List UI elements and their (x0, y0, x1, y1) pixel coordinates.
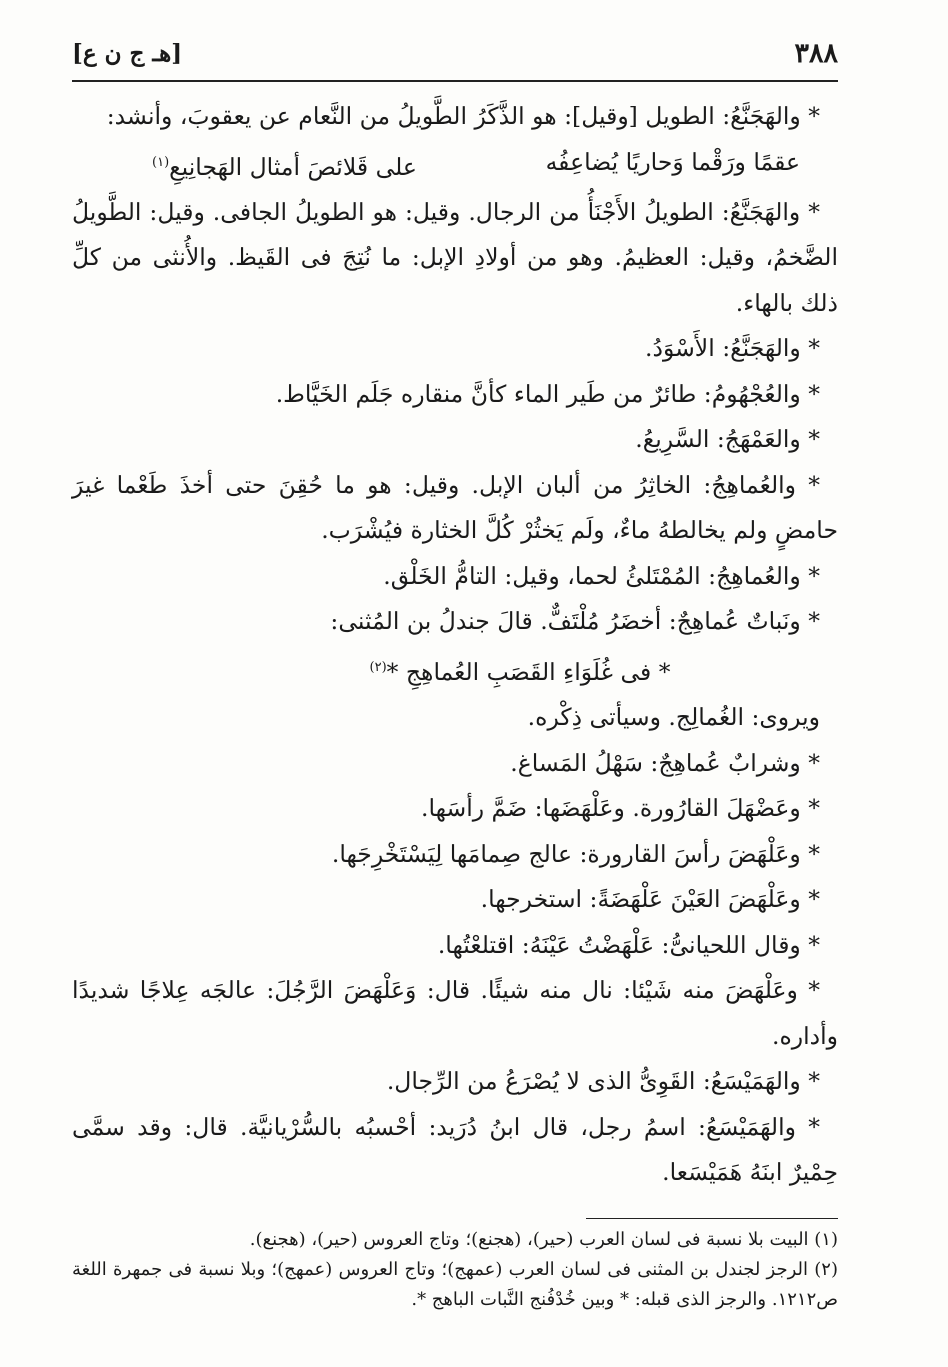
entry-paragraph: * وعَلْهَضَ العَيْنَ عَلْهَضَةً: استخرجها. (480, 885, 820, 914)
entry-paragraph: * والعَمْهَجُ: السَّرِيعُ. (635, 425, 820, 454)
entry-paragraph: * والعُماهِجُ: المُمْتَلئُ لحما، وقيل: التامُّ الخَلْق. (383, 561, 820, 590)
entry-paragraph: * والهَجَنَّعُ: الطويل [وقيل]: هو الذَّكَرُ الطَّويلُ من النَّعام عن يعقوبَ، وأنشد: (106, 102, 820, 130)
entry-paragraph: * ونَباتٌ عُماهِجٌ: أخضَرُ مُلْتَفٌّ. قالَ جندلُ بن المُثنى: (330, 607, 820, 636)
page-number: ٣٨٨ (794, 38, 838, 69)
entry-paragraph: * والهَمَيْسَعُ: القَوِىُّ الذى لا يُصْرَعُ من الرِّجال. (386, 1067, 820, 1096)
entry-paragraph: * والهَجَنَّعُ: الأَسْوَدُ. (645, 334, 820, 363)
footnotes (72, 1225, 838, 1315)
entry-paragraph: * والهَجَنَّعُ: الطويلُ الأَجْنَأُ من الرجال. وقيل: هو الطويلُ الجافى. وقيل: الطَّويلُ الضَّخمُ، وقيل: العظيمُ. وهو من أولادِ الإبل: ما نُتِجَ فى القَيظ. والأُنثى من كلِّ ذلك بالهاء. (72, 197, 838, 317)
footnote-mark-2: (٢) (369, 659, 387, 675)
entry-paragraph: * وعَلْهَضَ رأسَ القارورة: عالج صِمامَها لِيَسْتَخْرِجَها. (331, 839, 820, 868)
footnote-rule (586, 1218, 838, 1219)
rajaz-verse (72, 645, 838, 695)
verse-hemistich-right: عقمًا ورَقْما وَحاريًا يُضاعِفُه (545, 147, 800, 176)
entry-paragraph: * والهَمَيْسَعُ: اسمُ رجل، قال ابنُ دُرَيد: أحْسبُه بالسُّرْيانيَّة. قال: وقد سمَّى حِمْيرٌ ابنَهُ هَمَيْسَعا. (72, 1112, 838, 1187)
footnote-2: (٢) الرجز لجندل بن المثنى فى لسان العرب (عمهج)؛ وتاج العروس (عمهج)؛ وبلا نسبة فى جمهرة اللغة ص١٢١٢. والرجز الذى قبله: * وبين خُدْفُنج النَّبات الباهج *. (72, 1259, 838, 1310)
main-text (72, 94, 838, 1196)
running-header (72, 38, 838, 74)
root-heading: [هـ ج ن ع] (72, 40, 183, 67)
entry-paragraph: * وقال اللحيانىُّ: عَلْهَضْتُ عَيْنَهُ: اقتلعْتُها. (437, 930, 820, 959)
entry-paragraph: ويروى: الغُمالِج. وسيأتى ذِكْره. (527, 703, 820, 732)
entry-paragraph: * وعَلْهَضَ منه شَيْئا: نال منه شيئًا. قال: وَعَلْهَضَ الرَّجُلَ: عالجَه عِلاجًا شديدًا وأداره. (72, 976, 838, 1050)
entry-paragraph: * والعُجْهُومُ: طائرٌ من طَير الماء كأنَّ منقاره جَلَم الخَيَّاط. (275, 379, 820, 408)
poetry-verse (72, 140, 838, 190)
footnote-1: (١) البيت بلا نسبة فى لسان العرب (حير)، (هجنع)؛ وتاج العروس (حير)، (هجنع). (249, 1229, 838, 1250)
entry-paragraph: * وعَضْهَلَ القارُورة. وعَلْهَضَها: ضَمَّ رأسَها. (421, 794, 820, 823)
footnote-mark-1: (١) (152, 154, 170, 170)
header-rule (72, 80, 838, 82)
rajaz-text: * فى غُلَوَاءِ القَصَبِ العُماهِجِ * (386, 657, 671, 686)
entry-paragraph: * والعُماهِجُ: الخاثِرُ من ألبان الإبل. وقيل: هو ما حُقِنَ حتى أخذَ طَعْما غيرَ حامضٍ ولم يخالطهُ ماءٌ، ولَم يَخثُرْ كُلَّ الخثارة فيُشْرَب. (72, 470, 838, 545)
verse-hemistich-left-text: على قَلائصَ أمثال الهَجانِيعِ (169, 152, 417, 181)
entry-paragraph: * وشرابٌ عُماهِجٌ: سَهْلُ المَساغ. (510, 748, 820, 777)
verse-hemistich-left (152, 140, 417, 190)
